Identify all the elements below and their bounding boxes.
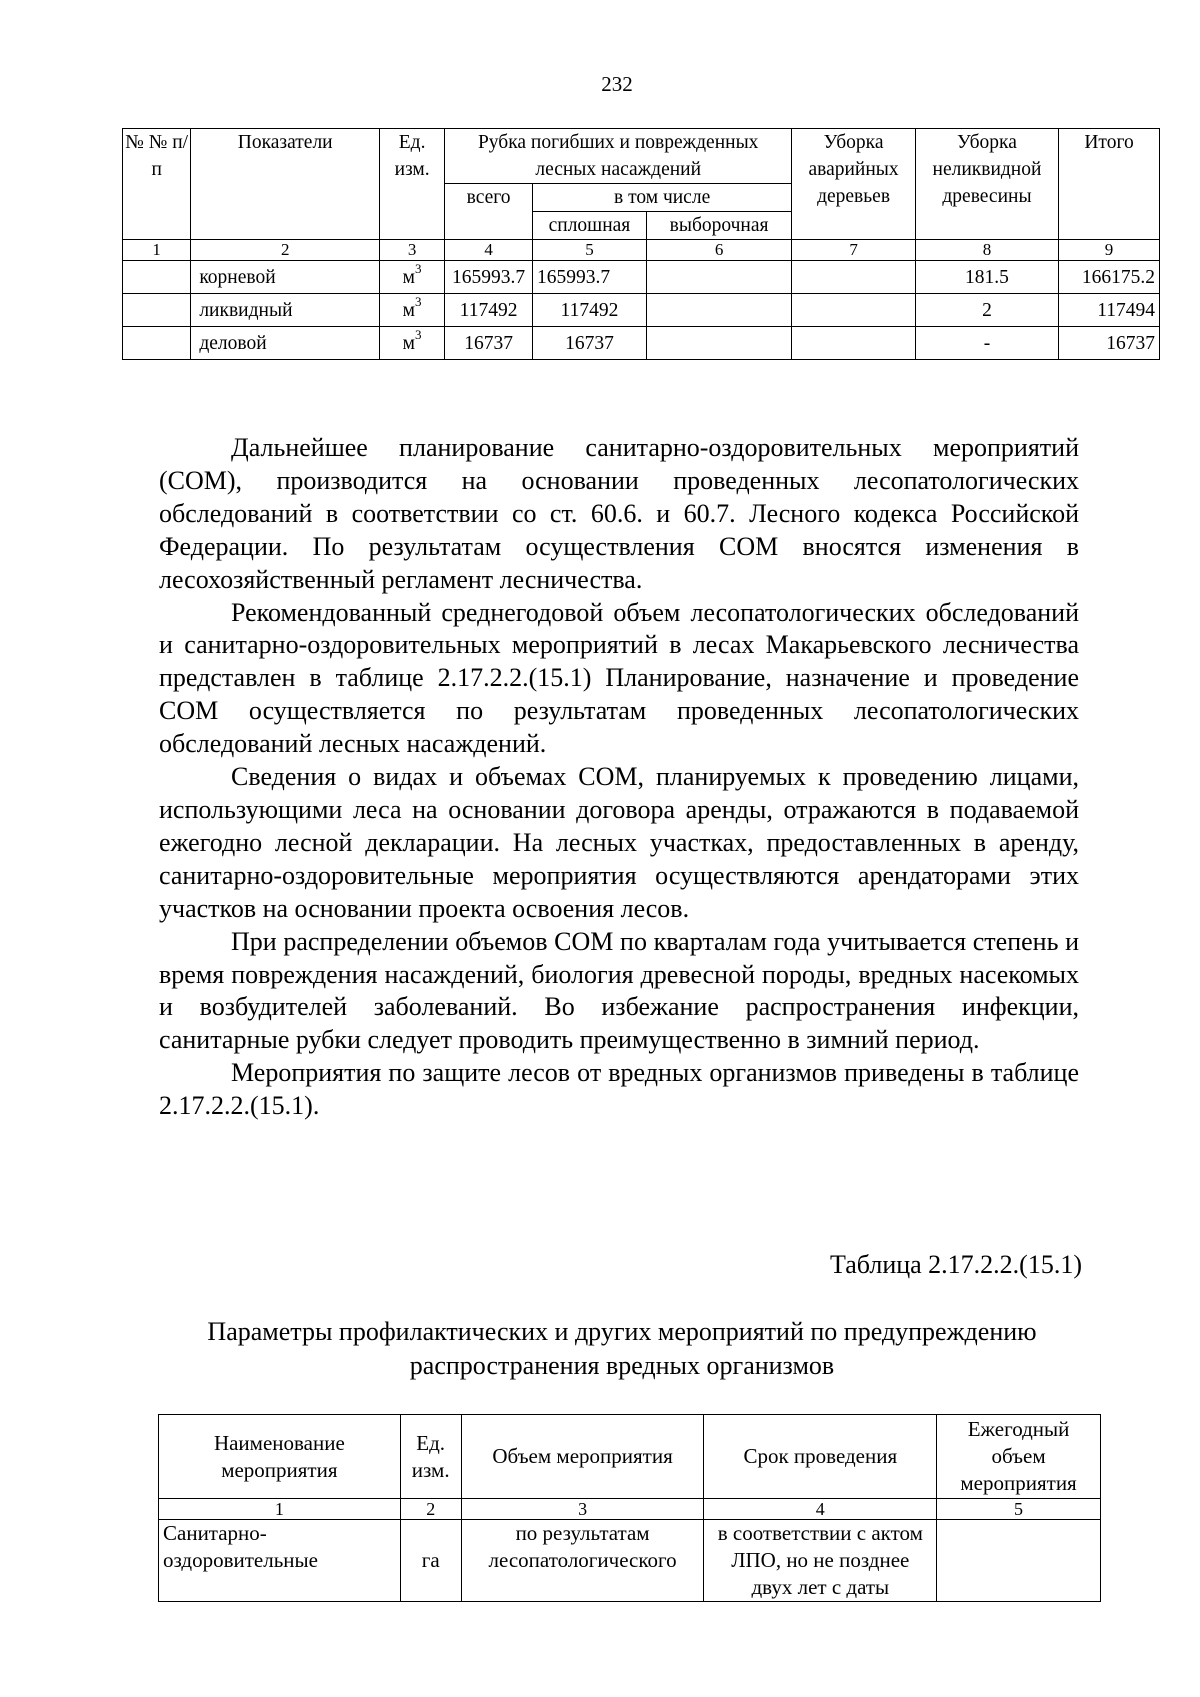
- column-number-row: [123, 240, 1160, 261]
- column-number: 1: [159, 1499, 401, 1520]
- row-clear: 165993.7: [533, 261, 647, 294]
- table-title: [122, 1315, 1122, 1383]
- header-name: Наименование мероприятия: [159, 1415, 401, 1499]
- row-emergency: [792, 327, 916, 360]
- unit-text: м: [402, 299, 416, 321]
- unit-superscript: 3: [415, 261, 422, 276]
- header-indicators: Показатели: [191, 129, 380, 240]
- table-row: [123, 261, 1160, 294]
- row-clear: 16737: [533, 327, 647, 360]
- row-num: [123, 327, 191, 360]
- row-emergency: [792, 294, 916, 327]
- unit-text: м: [402, 266, 416, 288]
- header-num: № № п/п: [123, 129, 191, 240]
- column-number: 5: [533, 240, 647, 261]
- row-num: [123, 294, 191, 327]
- row-unit: [380, 261, 445, 294]
- paragraph: Сведения о видах и объемах СОМ, планируемых к проведению лицами, использующими леса на основании договора аренды, отражаются в подаваемой ежегодно лесной декларации. На лесных участках, предоставленных в аренду, санитарно-оздоровительные мероприятия осуществляются арендаторами этих участков на основании проекта освоения лесов.: [159, 762, 1079, 923]
- header-unit: Ед. изм.: [400, 1415, 461, 1499]
- column-number: 7: [792, 240, 916, 261]
- row-total: 16737: [445, 327, 533, 360]
- header-felling-clear: сплошная: [533, 212, 647, 240]
- row-emergency: [792, 261, 916, 294]
- header-illiquid: Уборка неликвидной древесины: [915, 129, 1058, 240]
- row-selective: [646, 261, 791, 294]
- row-volume: по результатам лесопатологического: [461, 1520, 704, 1602]
- pest-measures-table: [158, 1414, 1101, 1602]
- table-caption: Таблица 2.17.2.2.(15.1): [829, 1250, 1082, 1279]
- column-number: 2: [191, 240, 380, 261]
- row-annual: [937, 1520, 1101, 1602]
- column-number: 5: [937, 1499, 1101, 1520]
- header-felling-total: всего: [445, 184, 533, 240]
- row-name: ликвидный: [191, 294, 380, 327]
- row-unit: [380, 327, 445, 360]
- table-title-line: Параметры профилактических и других мероприятий по предупреждению: [207, 1317, 1037, 1346]
- column-number: 6: [646, 240, 791, 261]
- table-row: [159, 1520, 1101, 1602]
- row-illiquid: 2: [915, 294, 1058, 327]
- column-number: 9: [1059, 240, 1160, 261]
- header-felling-selective: выборочная: [646, 212, 791, 240]
- row-sum: 16737: [1059, 327, 1160, 360]
- row-clear: 117492: [533, 294, 647, 327]
- row-num: [123, 261, 191, 294]
- body-text: [159, 432, 1079, 1123]
- table-row: [123, 294, 1160, 327]
- row-name: корневой: [191, 261, 380, 294]
- header-unit: Ед. изм.: [380, 129, 445, 240]
- row-illiquid: 181.5: [915, 261, 1058, 294]
- paragraph: Дальнейшее планирование санитарно-оздоровительных мероприятий (СОМ), производится на основании проведенных лесопатологических обследований в соответствии со ст. 60.6. и 60.7. Лесного кодекса Российской Федерации. По результатам осуществления СОМ вносятся изменения в лесохозяйственный регламент лесничества.: [159, 433, 1079, 594]
- header-annual: Ежегодный объем мероприятия: [937, 1415, 1101, 1499]
- row-selective: [646, 294, 791, 327]
- header-emergency: Уборка аварийных деревьев: [792, 129, 916, 240]
- header-felling: Рубка погибших и поврежденных лесных насаждений: [445, 129, 792, 184]
- header-felling-including: в том числе: [533, 184, 792, 212]
- row-sum: 166175.2: [1059, 261, 1160, 294]
- header-period: Срок проведения: [704, 1415, 937, 1499]
- row-total: 117492: [445, 294, 533, 327]
- column-number: 4: [445, 240, 533, 261]
- header-volume: Объем мероприятия: [461, 1415, 704, 1499]
- column-number: 8: [915, 240, 1058, 261]
- paragraph: Рекомендованный среднегодовой объем лесопатологических обследований и санитарно-оздоровительных мероприятий в лесах Макарьевского лесничества представлен в таблице 2.17.2.2.(15.1) Планирование, назначение и проведение СОМ осуществляется по результатам проведенных лесопатологических обследований лесных насаждений.: [159, 597, 1079, 759]
- row-name: деловой: [191, 327, 380, 360]
- unit-superscript: 3: [415, 294, 422, 309]
- row-selective: [646, 327, 791, 360]
- table-title-line: распространения вредных организмов: [409, 1351, 835, 1380]
- column-number-row: [159, 1499, 1101, 1520]
- column-number: 1: [123, 240, 191, 261]
- column-number: 4: [704, 1499, 937, 1520]
- column-number: 3: [380, 240, 445, 261]
- column-number: 3: [461, 1499, 704, 1520]
- unit-superscript: 3: [415, 327, 422, 342]
- row-unit: га: [400, 1520, 461, 1602]
- unit-text: м: [402, 332, 416, 354]
- column-number: 2: [400, 1499, 461, 1520]
- paragraph: При распределении объемов СОМ по кварталам года учитывается степень и время повреждения насаждений, биология древесной породы, вредных насекомых и возбудителей заболеваний. Во избежание распространения инфекции, санитарные рубки следует проводить преимущественно в зимний период.: [159, 926, 1079, 1055]
- page-number: 232: [601, 72, 633, 96]
- row-illiquid: -: [915, 327, 1058, 360]
- row-sum: 117494: [1059, 294, 1160, 327]
- paragraph: Мероприятия по защите лесов от вредных организмов приведены в таблице 2.17.2.2.(15.1).: [159, 1058, 1079, 1121]
- row-total: 165993.7: [445, 261, 533, 294]
- header-total: Итого: [1059, 129, 1160, 240]
- row-period: в соответствии с актом ЛПО, но не позднее двух лет с даты: [704, 1520, 937, 1602]
- felling-volume-table: [122, 128, 1160, 360]
- table-row: [123, 327, 1160, 360]
- row-name: Санитарно- оздоровительные: [159, 1520, 401, 1602]
- row-unit: [380, 294, 445, 327]
